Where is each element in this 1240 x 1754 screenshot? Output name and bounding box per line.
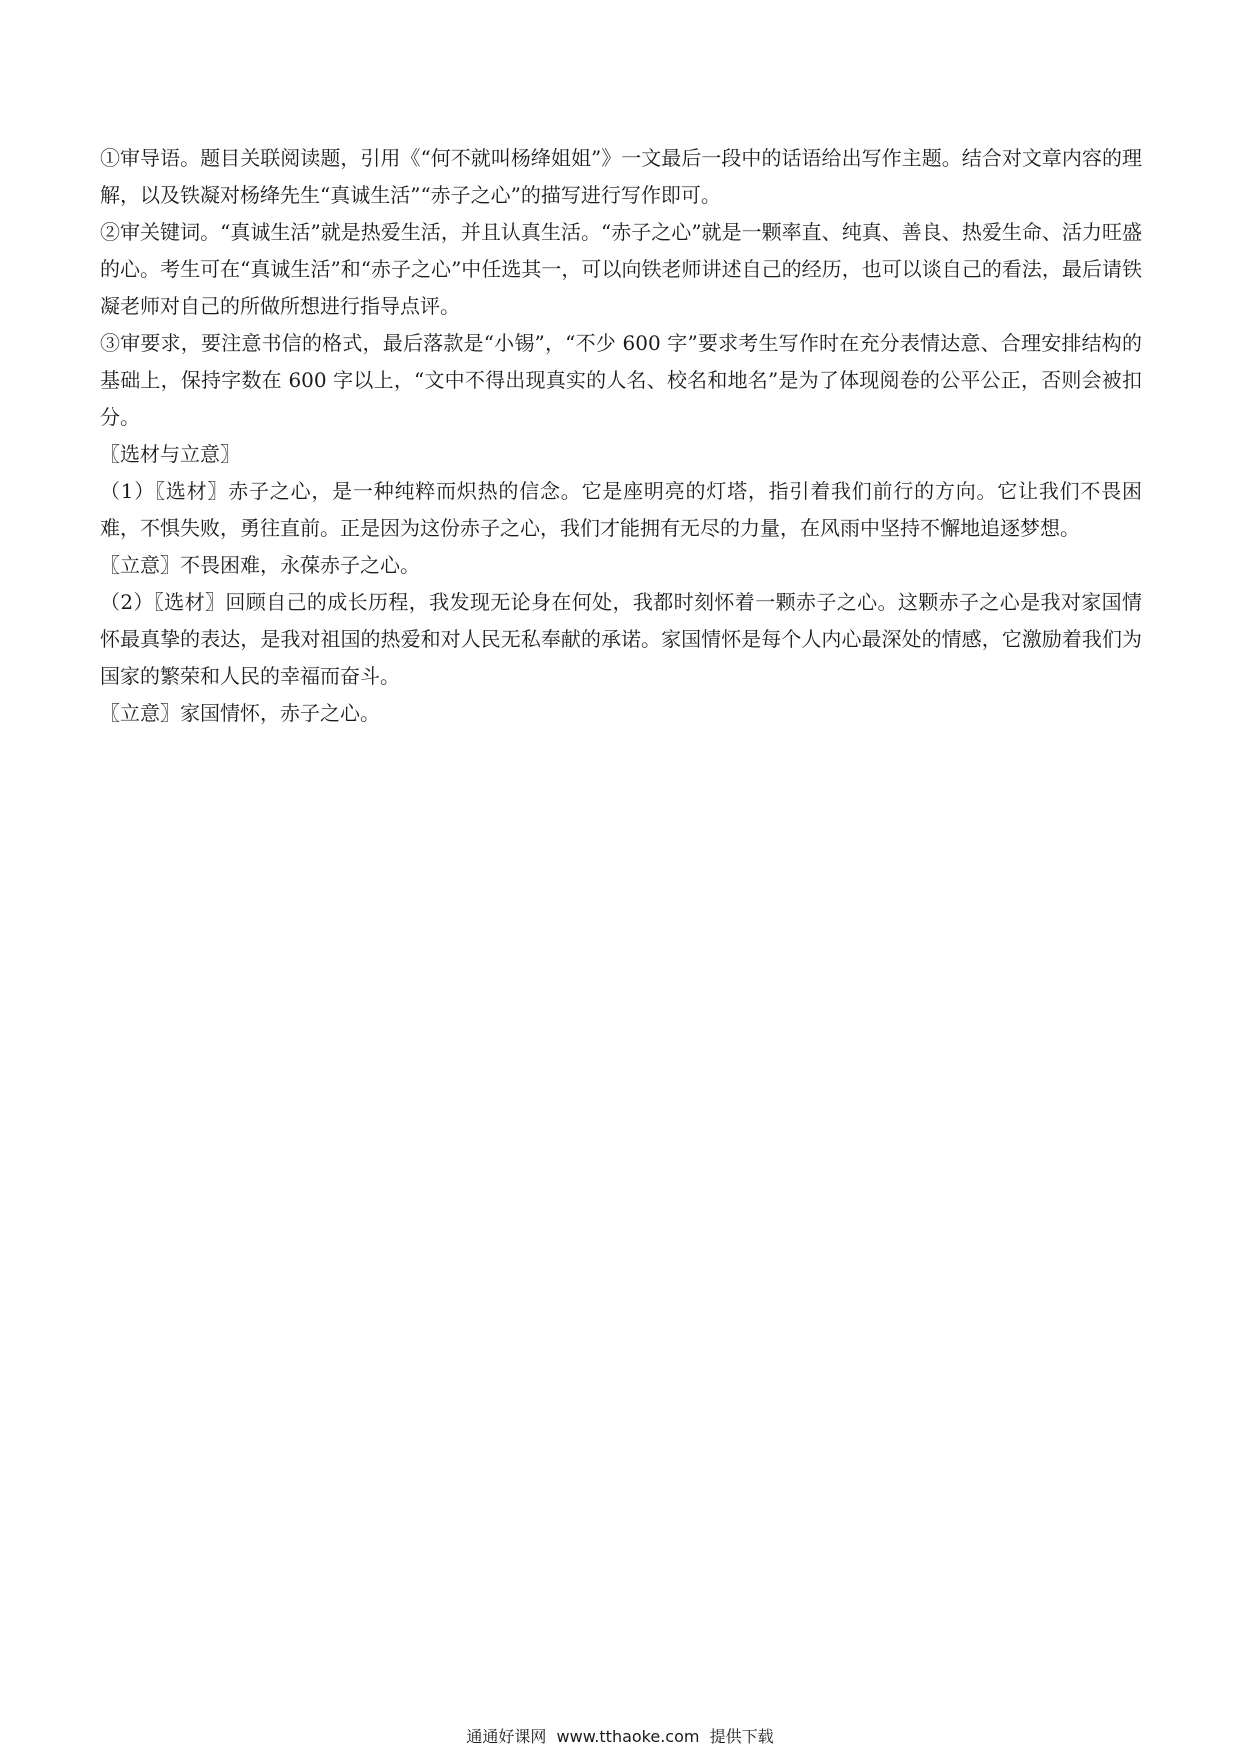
- document-body: [100, 140, 1142, 732]
- paragraph-material-2: （2）〖选材〗回顾自己的成长历程，我发现无论身在何处，我都时刻怀着一颗赤子之心。这颗赤子之心是我对家国情怀最真挚的表达，是我对祖国的热爱和对人民无私奉献的承诺。家国情怀是每个人内心最深处的情感，它激励着我们为国家的繁荣和人民的幸福而奋斗。: [100, 590, 1142, 688]
- paragraph-requirements: ③审要求，要注意书信的格式，最后落款是“小锡”，“不少 600 字”要求考生写作时在充分表情达意、合理安排结构的基础上，保持字数在 600 字以上，“文中不得出现真实的人名、校名和地名”是为了体现阅卷的公平公正，否则会被扣分。: [100, 331, 1142, 429]
- page-footer: 通通好课网 www.tthaoke.com 提供下载: [466, 1727, 774, 1746]
- paragraph-guide: ①审导语。题目关联阅读题，引用《“何不就叫杨绛姐姐”》一文最后一段中的话语给出写作主题。结合对文章内容的理解，以及铁凝对杨绛先生“真诚生活”“赤子之心”的描写进行写作即可。: [100, 146, 1142, 207]
- paragraph-theme-2: 〖立意〗家国情怀，赤子之心。: [100, 701, 380, 725]
- paragraph-theme-1: 〖立意〗不畏困难，永葆赤子之心。: [100, 553, 420, 577]
- paragraph-material-1: （1）〖选材〗赤子之心，是一种纯粹而炽热的信念。它是座明亮的灯塔，指引着我们前行的方向。它让我们不畏困难，不惧失败，勇往直前。正是因为这份赤子之心，我们才能拥有无尽的力量，在风雨中坚持不懈地追逐梦想。: [100, 479, 1142, 540]
- paragraph-keywords: ②审关键词。“真诚生活”就是热爱生活，并且认真生活。“赤子之心”就是一颗率直、纯真、善良、热爱生命、活力旺盛的心。考生可在“真诚生活”和“赤子之心”中任选其一，可以向铁老师讲述自己的经历，也可以谈自己的看法，最后请铁凝老师对自己的所做所想进行指导点评。: [100, 220, 1142, 318]
- section-heading: 〖选材与立意〗: [100, 442, 240, 466]
